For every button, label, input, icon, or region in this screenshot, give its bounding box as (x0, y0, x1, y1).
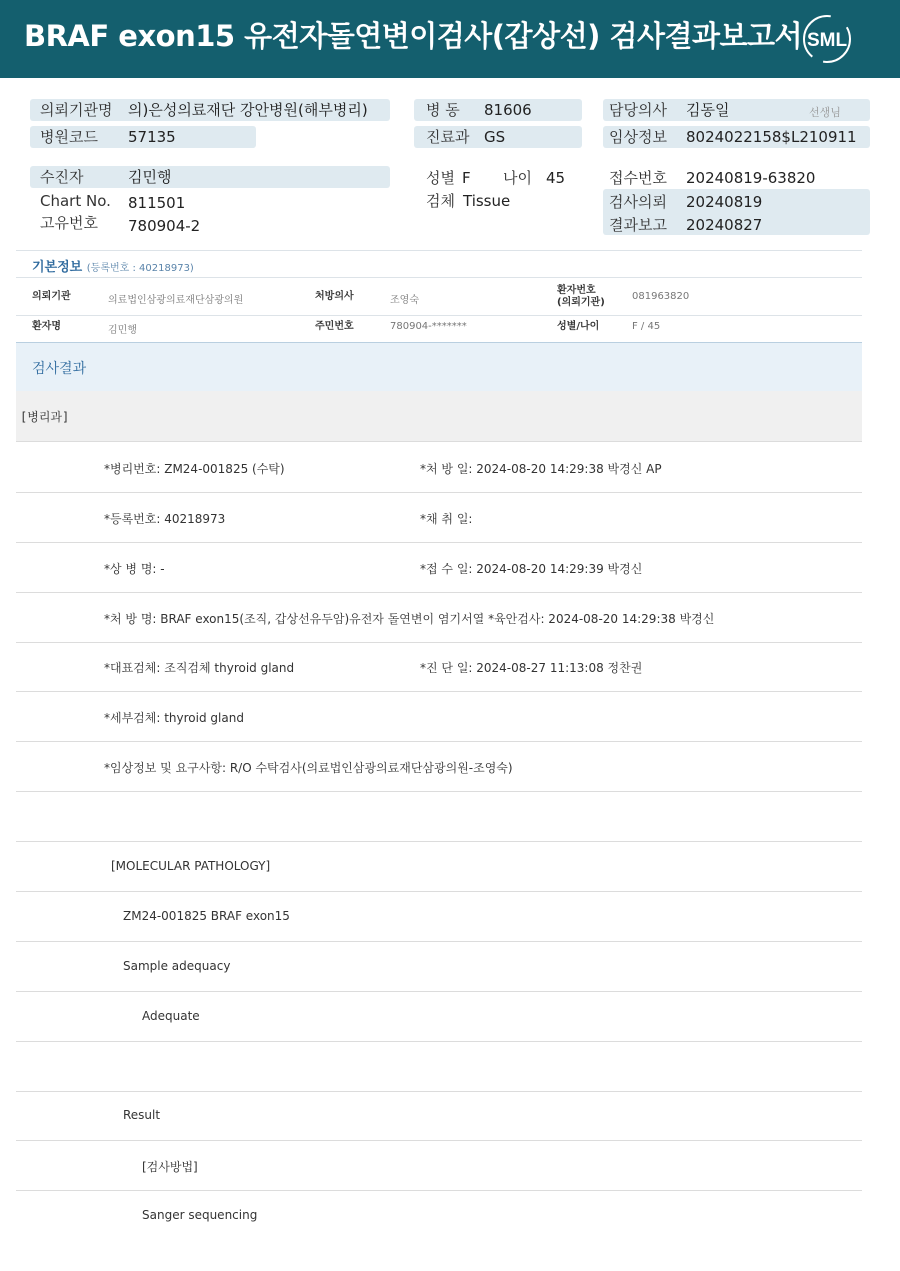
clinical-value: 8024022158$L210911 (686, 128, 857, 146)
divider (16, 250, 862, 251)
divider (16, 315, 862, 316)
results-section-header (16, 342, 862, 391)
result-row-text: *세부검체: thyroid gland (104, 711, 244, 725)
specimen-value: Tissue (463, 192, 511, 210)
ward-label: 병 동 (426, 101, 460, 119)
result-row (16, 841, 862, 892)
ward-value: 81606 (484, 101, 532, 119)
result-row-text: Adequate (142, 1009, 200, 1023)
result-row (16, 691, 862, 742)
result-row-text: [MOLECULAR PATHOLOGY] (111, 859, 271, 873)
hosp-code-value: 57135 (128, 128, 176, 146)
request-value: 20240819 (686, 193, 763, 211)
bi-rrn-label: 주민번호 (315, 321, 354, 332)
req-inst-value: 의)은성의료재단 강안병원(해부병리) (128, 101, 368, 119)
result-row-text: *등록번호: 40218973 (104, 512, 226, 526)
chart-label: Chart No. (40, 192, 111, 210)
result-row (16, 741, 862, 792)
result-row (16, 492, 862, 543)
bi-sexage-value: F / 45 (632, 321, 661, 332)
bi-sexage-label: 성별/나이 (557, 321, 600, 332)
doctor-suffix: 선생님 (809, 106, 841, 119)
result-row-text: *접 수 일: 2024-08-20 14:29:39 박경신 (420, 562, 643, 576)
result-row-text: *병리번호: ZM24-001825 (수탁) (104, 462, 285, 476)
age-label: 나이 (503, 169, 532, 187)
result-row (16, 1041, 862, 1092)
report-date-label: 결과보고 (609, 216, 667, 234)
patient-value: 김민행 (128, 168, 172, 186)
result-row (16, 991, 862, 1042)
result-row (16, 941, 862, 992)
basic-info-reg-no: (등록번호 : 40218973) (86, 263, 194, 274)
result-row (16, 592, 862, 643)
result-row-text: *상 병 명: - (104, 562, 165, 576)
req-inst-label: 의뢰기관명 (40, 101, 113, 119)
result-row (16, 1140, 862, 1191)
result-row-text: *처 방 명: BRAF exon15(조직, 갑상선유두암)유전자 돌연변이 염기서열 *육안검사: 2024-08-20 14:29:38 박경신 (104, 612, 715, 626)
result-row (16, 542, 862, 593)
report-date-value: 20240827 (686, 216, 763, 234)
result-row-text: *진 단 일: 2024-08-27 11:13:08 정찬권 (420, 661, 643, 675)
patient-label: 수진자 (40, 168, 84, 186)
result-row-text: [검사방법] (142, 1160, 198, 1174)
result-row (16, 791, 862, 842)
basic-info-title: 기본정보 (등록번호 : 40218973) (32, 260, 194, 275)
result-row-text: Result (123, 1108, 161, 1122)
dept-label: 진료과 (426, 128, 470, 146)
unique-value: 780904-2 (128, 217, 201, 235)
results-section-title: 검사결과 (32, 361, 87, 377)
specimen-label: 검체 (426, 192, 455, 210)
result-row (16, 641, 862, 692)
sex-label: 성별 (426, 169, 455, 187)
doctor-label: 담당의사 (609, 101, 667, 119)
result-row (16, 891, 862, 942)
bi-pno-label: 환자번호 (의뢰기관) (557, 285, 605, 308)
dept-label-text: [병리과] (20, 410, 70, 424)
result-row (16, 1190, 862, 1240)
result-row (16, 442, 862, 493)
result-row-text: ZM24-001825 BRAF exon15 (123, 909, 290, 923)
bi-rrn-value: 780904-******* (390, 321, 467, 332)
doctor-value: 김동일 (686, 101, 730, 119)
patient-pill (30, 166, 390, 188)
receipt-value: 20240819-63820 (686, 169, 816, 187)
bi-inst-value: 의료법인삼광의료재단삼광의원 (108, 295, 244, 306)
bi-pname-label: 환자명 (32, 321, 61, 332)
receipt-label: 접수번호 (609, 169, 667, 187)
bi-presc-value: 조영숙 (390, 295, 419, 306)
result-row-text: *처 방 일: 2024-08-20 14:29:38 박경신 AP (420, 462, 662, 476)
dept-row (16, 391, 862, 442)
request-label: 검사의뢰 (609, 193, 667, 211)
clinical-label: 임상정보 (609, 128, 667, 146)
report-header (0, 0, 900, 78)
chart-value: 811501 (128, 194, 186, 212)
sml-logo-icon (800, 12, 854, 66)
bi-pno-value: 081963820 (632, 291, 690, 302)
dept-value: GS (484, 128, 506, 146)
sex-value: F (462, 169, 471, 187)
result-row-text: *채 취 일: (420, 512, 473, 526)
bi-presc-label: 처방의사 (315, 291, 354, 302)
result-row-text: *임상정보 및 요구사항: R/O 수탁검사(의료법인삼광의료재단삼광의원-조영숙) (104, 761, 513, 775)
bi-inst-label: 의뢰기관 (32, 291, 71, 302)
svg-text:SML: SML (806, 30, 848, 51)
age-value: 45 (546, 169, 566, 187)
result-row (16, 1090, 862, 1141)
divider (16, 277, 862, 278)
unique-label: 고유번호 (40, 214, 98, 232)
report-title: BRAF exon15 유전자돌연변이검사(갑상선) 검사결과보고서 (24, 19, 803, 53)
result-row-text: Sample adequacy (123, 959, 231, 973)
hosp-code-label: 병원코드 (40, 128, 98, 146)
bi-pname-value: 김민행 (108, 325, 137, 336)
result-row-text: *대표검체: 조직검체 thyroid gland (104, 661, 295, 675)
result-row-text: Sanger sequencing (142, 1208, 258, 1222)
